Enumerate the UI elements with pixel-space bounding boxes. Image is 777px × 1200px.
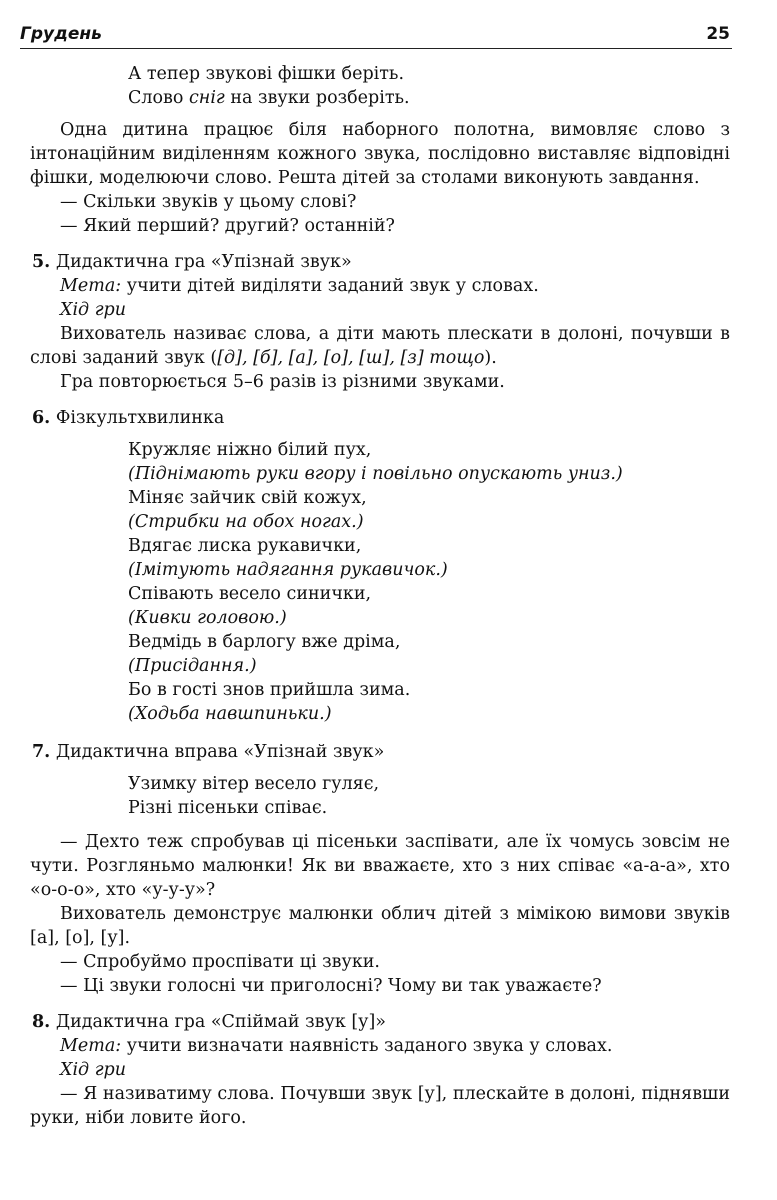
poem-direction: (Присідання.) [128, 656, 257, 676]
section-5-heading [30, 250, 730, 274]
text-part: ). [484, 348, 497, 368]
section-5-course: Хід гри [60, 300, 127, 320]
section-5-text [30, 322, 730, 370]
section-7-para-3: — Спробуймо проспівати ці звуки. [60, 952, 380, 972]
poem-line: Кружляє ніжно білий пух, [128, 440, 372, 460]
poem-fizkult [30, 438, 730, 726]
poem-direction: (Кивки головою.) [128, 608, 287, 628]
poem-line: Співають весело синички, [128, 584, 372, 604]
section-title-text: Дидактична гра «Упізнай звук» [55, 252, 352, 272]
poem-wind [30, 772, 730, 820]
question-2: — Який перший? другий? останній? [60, 216, 395, 236]
section-8-course: Хід гри [60, 1060, 127, 1080]
section-5-goal [30, 274, 730, 298]
text-part: Вихователь називає слова, а діти мають плескати в долоні, почувши в слові заданий звук ( [30, 324, 730, 368]
section-title-text: Дидактична вправа «Упізнай звук» [55, 742, 385, 762]
section-number: 7. [32, 742, 51, 762]
section-7-para-1: — Дехто теж спробував ці пісеньки заспівати, але їх чомусь зовсім не чути. Розгляньмо малюнки! Як ви вважаєте, хто з них співає «а-а-а», хто «о-о-о», хто «у-у-у»? [30, 832, 730, 900]
section-6-heading [30, 406, 730, 430]
section-7-para-4: — Ці звуки голосні чи приголосні? Чому ви так уважаєте? [60, 976, 602, 996]
running-header [20, 22, 732, 49]
section-number: 8. [32, 1012, 51, 1032]
goal-text: учити дітей виділяти заданий звук у словах. [121, 276, 539, 296]
goal-label: Мета: [60, 276, 122, 296]
section-title: Грудень [20, 24, 102, 44]
poem-intro [30, 62, 730, 110]
poem-line: Вдягає лиска рукавички, [128, 536, 362, 556]
poem-line: Бо в гості знов прийшла зима. [128, 680, 411, 700]
section-8-para-1: — Я називатиму слова. Почувши звук [у], плескайте в долоні, піднявши руки, ніби ловите його. [30, 1084, 730, 1128]
section-number: 5. [32, 252, 51, 272]
section-title-text: Дидактична гра «Спіймай звук [у]» [55, 1012, 386, 1032]
page-body [30, 62, 730, 1130]
question-1: — Скільки звуків у цьому слові? [60, 192, 357, 212]
poem-line: Ведмідь в барлогу вже дріма, [128, 632, 401, 652]
poem-line: А тепер звукові фішки беріть. [128, 64, 405, 84]
section-5-repeat: Гра повторюється 5–6 разів із різними звуками. [60, 372, 505, 392]
poem-direction: (Імітують надягання рукавичок.) [128, 560, 448, 580]
goal-text: учити визначати наявність заданого звука у словах. [121, 1036, 613, 1056]
poem-line [128, 86, 730, 110]
poem-direction: (Піднімають руки вгору і повільно опускають униз.) [128, 464, 623, 484]
section-7-heading [30, 740, 730, 764]
poem-direction: (Ходьба навшпиньки.) [128, 704, 332, 724]
page-number: 25 [706, 24, 730, 44]
section-8-heading [30, 1010, 730, 1034]
poem-text: на звуки розберіть. [224, 88, 410, 108]
poem-line: Різні пісеньки співає. [128, 798, 328, 818]
section-title-text: Фізкультхвилинка [55, 408, 225, 428]
poem-line: Узимку вітер весело гуляє, [128, 774, 380, 794]
goal-label: Мета: [60, 1036, 122, 1056]
section-7-para-2: Вихователь демонструє малюнки облич дітей з мімікою вимови звуків [а], [о], [у]. [30, 904, 730, 948]
sounds-list: [д], [б], [а], [о], [ш], [з] тощо [217, 348, 485, 368]
poem-line: Міняє зайчик свій кожух, [128, 488, 367, 508]
section-number: 6. [32, 408, 51, 428]
poem-direction: (Стрибки на обох ногах.) [128, 512, 364, 532]
paragraph-activity: Одна дитина працює біля наборного полотна, вимовляє слово з інтонаційним виділенням кожного звука, послідовно виставляє відповідні фішки, моделюючи слово. Решта дітей за столами виконують завдання. [30, 120, 730, 188]
poem-text: Слово [128, 88, 189, 108]
section-8-goal [30, 1034, 730, 1058]
poem-emphasis: сніг [189, 88, 225, 108]
